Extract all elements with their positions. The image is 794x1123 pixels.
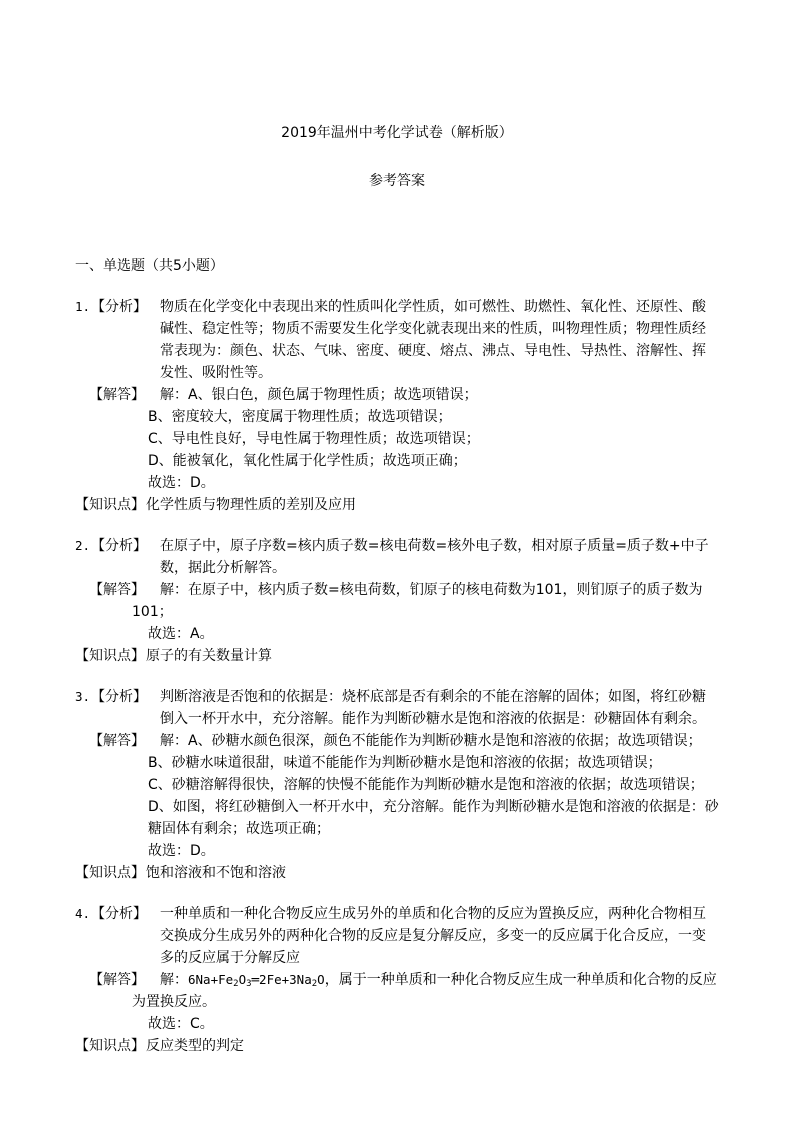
solution-line: 解：A、砂糖水颜色很深，颜色不能能作为判断砂糖水是饱和溶液的依据；故选项错误； bbox=[160, 733, 702, 749]
analysis-line: 倒入一杯开水中，充分溶解。能作为判断砂糖水是饱和溶液的依据是：砂糖固体有剩余。 bbox=[160, 711, 706, 727]
analysis-line: 多的反应属于分解反应 bbox=[160, 950, 300, 966]
knowledge-point: 化学性质与物理性质的差别及应用 bbox=[146, 497, 356, 513]
analysis-label: 【分析】 bbox=[91, 689, 147, 705]
analysis-line: 发性、吸附性等。 bbox=[160, 365, 272, 381]
solution-line: 解：在原子中，核内质子数=核电荷数，钔原子的核电荷数为101，则钔原子的质子数为 bbox=[160, 582, 703, 598]
solution-line: C、导电性良好，导电性属于物理性质；故选项错误； bbox=[148, 431, 480, 447]
analysis-line: 常表现为：颜色、状态、气味、密度、硬度、熔点、沸点、导电性、导热性、溶解性、挥 bbox=[160, 343, 706, 359]
solution-line: D、如图，将红砂糖倒入一杯开水中，充分溶解。能作为判断砂糖水是饱和溶液的依据是：砂 bbox=[148, 799, 719, 815]
knowledge-label: 【知识点】 bbox=[75, 865, 145, 881]
analysis-line: 数，据此分析解答。 bbox=[160, 560, 286, 576]
solution-line: 糖固体有剩余；故选项正确； bbox=[148, 821, 330, 837]
solution-line: C、砂糖溶解得很快，溶解的快慢不能能作为判断砂糖水是饱和溶液的依据；故选项错误； bbox=[148, 777, 704, 793]
solution-line: D、能被氧化，氧化性属于化学性质；故选项正确； bbox=[148, 453, 467, 469]
page-subtitle: 参考答案 bbox=[369, 173, 425, 189]
knowledge-point: 反应类型的判定 bbox=[146, 1038, 244, 1054]
analysis-line: 交换成分生成另外的两种化合物的反应是复分解反应，多变一的反应属于化合反应，一变 bbox=[160, 928, 706, 944]
solution-line: B、密度较大，密度属于物理性质；故选项错误； bbox=[148, 409, 452, 425]
solution-label: 【解答】 bbox=[89, 972, 145, 988]
analysis-label: 【分析】 bbox=[91, 538, 147, 554]
solution-label: 【解答】 bbox=[89, 582, 145, 598]
solution-choice: 故选：D。 bbox=[148, 475, 215, 491]
analysis-label: 【分析】 bbox=[91, 906, 147, 922]
analysis-line: 碱性、稳定性等；物质不需要发生化学变化就表现出来的性质，叫物理性质；物理性质经 bbox=[160, 321, 706, 337]
solution-choice: 故选：D。 bbox=[148, 843, 215, 859]
analysis-line: 在原子中，原子序数=核内质子数=核电荷数=核外电子数，相对原子质量=质子数+中子 bbox=[160, 538, 709, 554]
solution-line: 解：A、银白色，颜色属于物理性质；故选项错误； bbox=[160, 387, 478, 403]
question-number: 2. bbox=[75, 538, 91, 553]
solution-line bbox=[160, 969, 717, 995]
knowledge-point: 原子的有关数量计算 bbox=[146, 648, 272, 664]
knowledge-label: 【知识点】 bbox=[75, 497, 145, 513]
solution-line: 为置换反应。 bbox=[132, 994, 216, 1010]
solution-label: 【解答】 bbox=[89, 733, 145, 749]
knowledge-label: 【知识点】 bbox=[75, 1038, 145, 1054]
solution-choice: 故选：A。 bbox=[148, 626, 214, 642]
solution-line: B、砂糖水味道很甜，味道不能能作为判断砂糖水是饱和溶液的依据；故选项错误； bbox=[148, 755, 662, 771]
solution-text: ，属于一种单质和一种化合物反应生成一种单质和化合物的反应 bbox=[324, 972, 717, 988]
knowledge-label: 【知识点】 bbox=[75, 648, 145, 664]
question-number: 1. bbox=[75, 299, 91, 314]
chemical-equation: $6Na+Fe_2O_3═2Fe+3Na_2O$ bbox=[188, 972, 325, 989]
solution-label: 【解答】 bbox=[89, 387, 145, 403]
analysis-line: 判断溶液是否饱和的依据是：烧杯底部是否有剩余的不能在溶解的固体；如图，将红砂糖 bbox=[160, 689, 706, 705]
question-number: 3. bbox=[75, 689, 91, 704]
question-number: 4. bbox=[75, 906, 91, 921]
section-heading: 一、单选题（共5小题） bbox=[75, 258, 224, 274]
knowledge-point: 饱和溶液和不饱和溶液 bbox=[146, 865, 286, 881]
page-title: 2019年温州中考化学试卷（解析版） bbox=[281, 125, 513, 141]
analysis-line: 物质在化学变化中表现出来的性质叫化学性质，如可燃性、助燃性、氧化性、还原性、酸 bbox=[160, 299, 706, 315]
analysis-line: 一种单质和一种化合物反应生成另外的单质和化合物的反应为置换反应，两种化合物相互 bbox=[160, 906, 706, 922]
solution-line: 101； bbox=[132, 604, 173, 620]
solution-prefix: 解： bbox=[160, 972, 188, 988]
analysis-label: 【分析】 bbox=[91, 299, 147, 315]
solution-choice: 故选：C。 bbox=[148, 1016, 214, 1032]
